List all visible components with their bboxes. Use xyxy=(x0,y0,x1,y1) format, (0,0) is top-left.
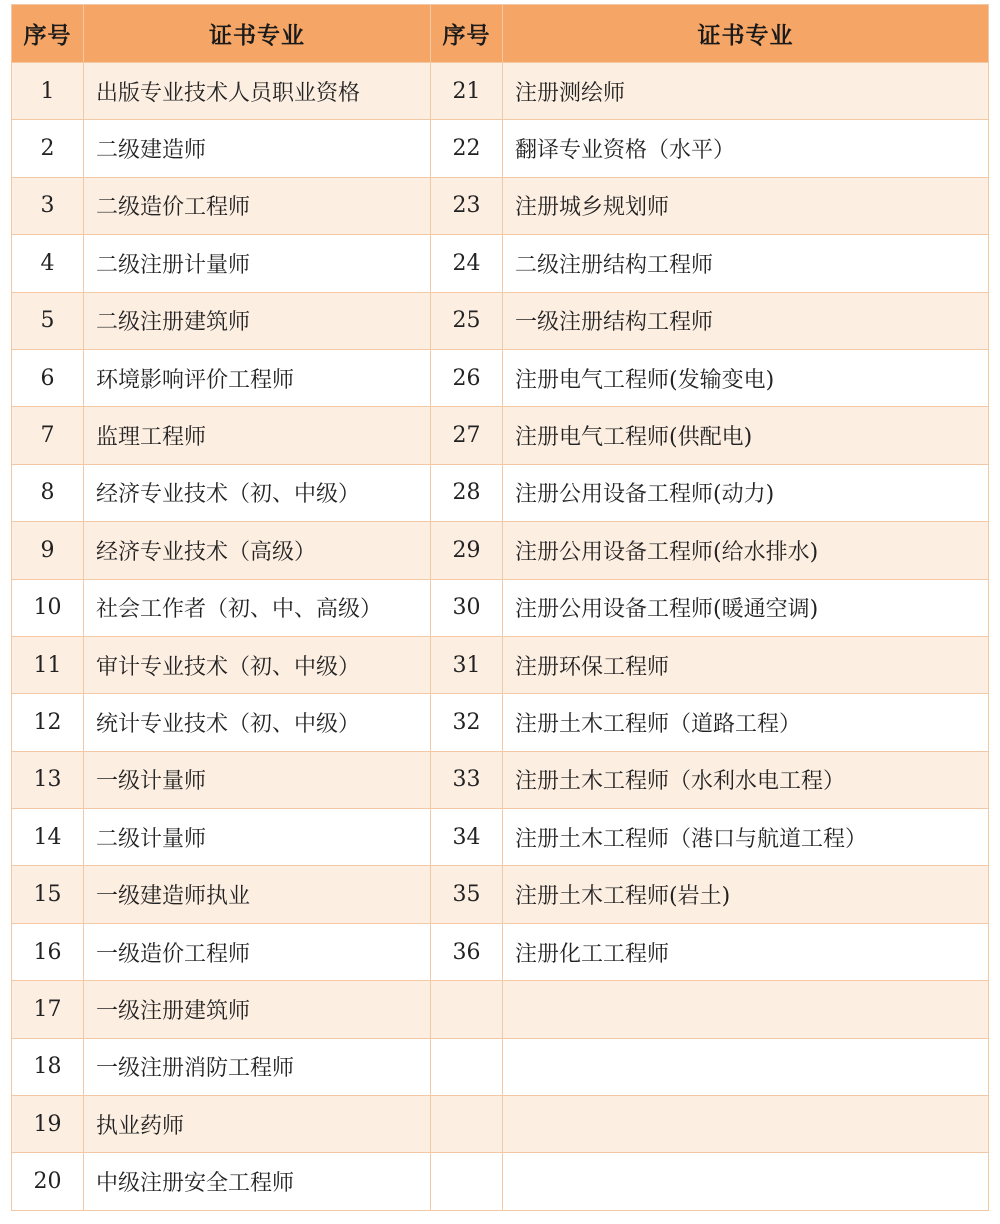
row-number-right: 34 xyxy=(431,809,503,866)
cert-name-right: 一级注册结构工程师 xyxy=(503,292,989,349)
cert-name-right: 注册土木工程师(岩土) xyxy=(503,866,989,923)
cert-name-right: 注册电气工程师(供配电) xyxy=(503,407,989,464)
cert-name-right: 注册公用设备工程师(动力) xyxy=(503,464,989,521)
cert-name-right: 注册电气工程师(发输变电) xyxy=(503,349,989,406)
cert-name-left: 二级建造师 xyxy=(84,120,431,177)
row-number-left: 15 xyxy=(12,866,84,923)
row-number-left: 7 xyxy=(12,407,84,464)
row-number-left: 11 xyxy=(12,636,84,693)
cert-name-left: 社会工作者（初、中、高级） xyxy=(84,579,431,636)
row-number-left: 8 xyxy=(12,464,84,521)
row-number-left: 10 xyxy=(12,579,84,636)
row-number-left: 2 xyxy=(12,120,84,177)
cert-name-left: 一级注册消防工程师 xyxy=(84,1038,431,1095)
cert-name-right: 注册公用设备工程师(给水排水) xyxy=(503,522,989,579)
table-row xyxy=(12,177,989,234)
table-row xyxy=(12,1153,989,1210)
table-row xyxy=(12,981,989,1038)
row-number-right: 30 xyxy=(431,579,503,636)
certificate-table xyxy=(11,4,989,1211)
row-number-right xyxy=(431,981,503,1038)
table-row xyxy=(12,292,989,349)
row-number-right: 31 xyxy=(431,636,503,693)
row-number-right xyxy=(431,1096,503,1153)
row-number-right xyxy=(431,1153,503,1210)
table-row xyxy=(12,636,989,693)
row-number-left: 20 xyxy=(12,1153,84,1210)
row-number-right: 33 xyxy=(431,751,503,808)
cert-name-right xyxy=(503,1153,989,1210)
cert-name-left: 一级注册建筑师 xyxy=(84,981,431,1038)
cert-name-left: 二级计量师 xyxy=(84,809,431,866)
table-row xyxy=(12,464,989,521)
row-number-right: 24 xyxy=(431,235,503,292)
header-cert-right: 证书专业 xyxy=(503,5,989,63)
cert-name-right: 二级注册结构工程师 xyxy=(503,235,989,292)
row-number-right: 22 xyxy=(431,120,503,177)
row-number-right: 29 xyxy=(431,522,503,579)
table-row xyxy=(12,1038,989,1095)
row-number-right: 36 xyxy=(431,923,503,980)
header-cert-left: 证书专业 xyxy=(84,5,431,63)
table-row xyxy=(12,1096,989,1153)
cert-name-right xyxy=(503,1038,989,1095)
cert-name-left: 出版专业技术人员职业资格 xyxy=(84,63,431,120)
cert-name-right: 翻译专业资格（水平） xyxy=(503,120,989,177)
row-number-left: 14 xyxy=(12,809,84,866)
cert-name-right xyxy=(503,981,989,1038)
row-number-right: 25 xyxy=(431,292,503,349)
cert-name-left: 中级注册安全工程师 xyxy=(84,1153,431,1210)
cert-name-left: 二级注册建筑师 xyxy=(84,292,431,349)
table-row xyxy=(12,522,989,579)
row-number-left: 18 xyxy=(12,1038,84,1095)
row-number-left: 16 xyxy=(12,923,84,980)
row-number-left: 13 xyxy=(12,751,84,808)
table-row xyxy=(12,407,989,464)
table-row xyxy=(12,866,989,923)
table-row xyxy=(12,809,989,866)
header-no-right: 序号 xyxy=(431,5,503,63)
row-number-left: 17 xyxy=(12,981,84,1038)
table-body xyxy=(12,63,989,1211)
cert-name-right: 注册城乡规划师 xyxy=(503,177,989,234)
cert-name-right: 注册公用设备工程师(暖通空调) xyxy=(503,579,989,636)
table-header xyxy=(12,5,989,63)
row-number-left: 1 xyxy=(12,63,84,120)
cert-name-right: 注册土木工程师（水利水电工程） xyxy=(503,751,989,808)
cert-name-right: 注册化工工程师 xyxy=(503,923,989,980)
row-number-right: 35 xyxy=(431,866,503,923)
row-number-right: 32 xyxy=(431,694,503,751)
row-number-right: 26 xyxy=(431,349,503,406)
header-row xyxy=(12,5,989,63)
cert-name-right: 注册环保工程师 xyxy=(503,636,989,693)
cert-name-left: 执业药师 xyxy=(84,1096,431,1153)
cert-name-left: 二级造价工程师 xyxy=(84,177,431,234)
table-row xyxy=(12,235,989,292)
cert-name-left: 一级计量师 xyxy=(84,751,431,808)
cert-name-left: 二级注册计量师 xyxy=(84,235,431,292)
cert-name-left: 环境影响评价工程师 xyxy=(84,349,431,406)
row-number-right xyxy=(431,1038,503,1095)
header-no-left: 序号 xyxy=(12,5,84,63)
row-number-right: 23 xyxy=(431,177,503,234)
row-number-left: 4 xyxy=(12,235,84,292)
table-row xyxy=(12,63,989,120)
table-row xyxy=(12,923,989,980)
cert-name-left: 监理工程师 xyxy=(84,407,431,464)
cert-name-right: 注册测绘师 xyxy=(503,63,989,120)
row-number-right: 21 xyxy=(431,63,503,120)
cert-name-left: 一级建造师执业 xyxy=(84,866,431,923)
cert-name-left: 经济专业技术（初、中级） xyxy=(84,464,431,521)
row-number-right: 28 xyxy=(431,464,503,521)
row-number-right: 27 xyxy=(431,407,503,464)
table-row xyxy=(12,751,989,808)
table-row xyxy=(12,120,989,177)
cert-name-right: 注册土木工程师（道路工程） xyxy=(503,694,989,751)
cert-name-right: 注册土木工程师（港口与航道工程） xyxy=(503,809,989,866)
row-number-left: 5 xyxy=(12,292,84,349)
table-row xyxy=(12,579,989,636)
table-row xyxy=(12,694,989,751)
row-number-left: 6 xyxy=(12,349,84,406)
row-number-left: 12 xyxy=(12,694,84,751)
cert-name-left: 统计专业技术（初、中级） xyxy=(84,694,431,751)
row-number-left: 19 xyxy=(12,1096,84,1153)
table-row xyxy=(12,349,989,406)
row-number-left: 9 xyxy=(12,522,84,579)
cert-name-left: 经济专业技术（高级） xyxy=(84,522,431,579)
cert-name-left: 审计专业技术（初、中级） xyxy=(84,636,431,693)
cert-name-left: 一级造价工程师 xyxy=(84,923,431,980)
cert-name-right xyxy=(503,1096,989,1153)
row-number-left: 3 xyxy=(12,177,84,234)
